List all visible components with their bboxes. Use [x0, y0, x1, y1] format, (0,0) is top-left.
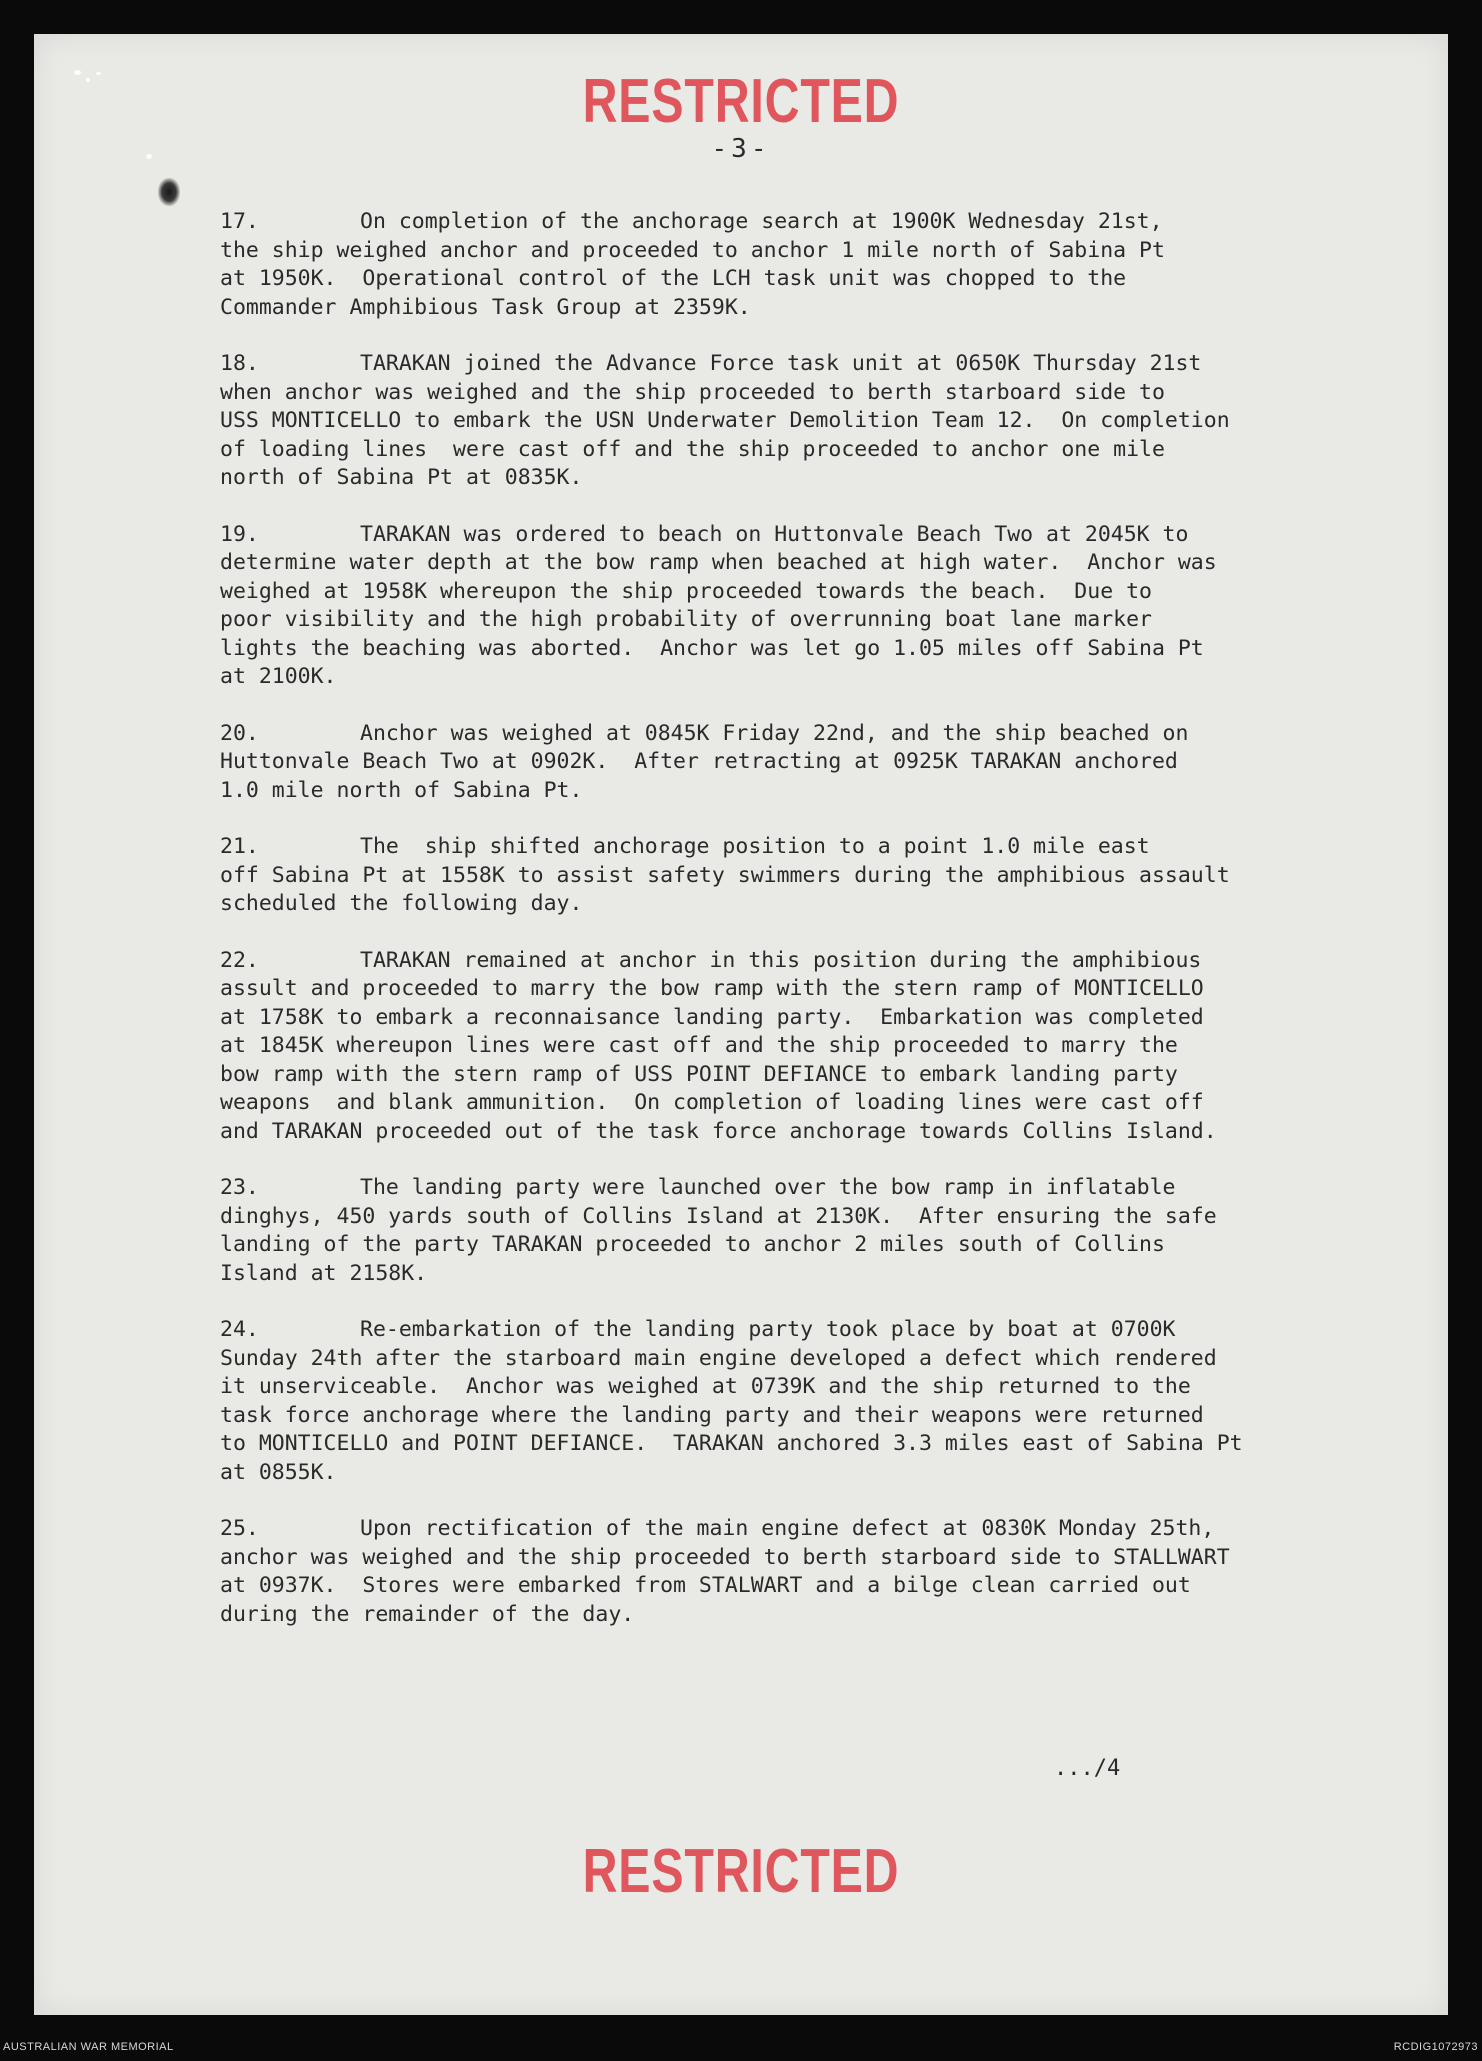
- paragraph-text: anchor was weighed and the ship proceeded to berth starboard side to STALLWART: [220, 1544, 1230, 1570]
- paragraph-line: [220, 1402, 1370, 1431]
- paragraph-text: Re-embarkation of the landing party took place by boat at 0700K: [360, 1317, 1176, 1342]
- paragraph-line: [220, 635, 1370, 664]
- paragraph-text: TARAKAN was ordered to beach on Huttonvale Beach Two at 2045K to: [360, 521, 1189, 547]
- paragraph-line: [220, 407, 1370, 436]
- paragraph-line: [220, 1260, 1370, 1289]
- paragraph-text: TARAKAN remained at anchor in this position during the amphibious: [360, 947, 1202, 973]
- paragraph-text: at 1950K. Operational control of the LCH task unit was chopped to the: [220, 266, 1127, 291]
- paragraph-line: [220, 1572, 1370, 1601]
- paper-speck: [74, 70, 81, 75]
- paragraph-text: it unserviceable. Anchor was weighed at 0739K and the ship returned to the: [220, 1374, 1191, 1399]
- paragraph-23: [220, 1174, 1370, 1288]
- paragraph-text: at 2100K.: [220, 664, 337, 689]
- restricted-stamp-bottom: RESTRICTED: [582, 1837, 900, 1906]
- paragraph-line: [220, 1459, 1370, 1488]
- footer-id: RCDIG1072973: [1393, 2041, 1478, 2053]
- paragraph-text: Island at 2158K.: [220, 1260, 428, 1286]
- paragraph-line: [220, 1032, 1370, 1061]
- paragraph-line: [220, 777, 1370, 806]
- paragraph-line: [220, 663, 1370, 692]
- paragraph-line: [220, 1373, 1370, 1402]
- paragraph-line: [220, 748, 1370, 777]
- paragraph-line: [220, 1316, 1370, 1345]
- paragraph-text: the ship weighed anchor and proceeded to anchor 1 mile north of Sabina Pt: [220, 237, 1165, 263]
- paragraph-line: [220, 1601, 1370, 1630]
- paragraph-line: [220, 1061, 1370, 1090]
- paragraph-text: at 1758K to embark a reconnaisance landing party. Embarkation was completed: [220, 1004, 1204, 1030]
- paragraph-text: Upon rectification of the main engine defect at 0830K Monday 25th,: [360, 1516, 1215, 1541]
- paper-speck: [96, 72, 101, 75]
- paragraph-line: [220, 521, 1370, 550]
- paragraph-line: [220, 350, 1370, 379]
- paragraph-text: of loading lines were cast off and the ship proceeded to anchor one mile: [220, 436, 1165, 462]
- paragraph-text: weapons and blank ammunition. On completion of loading lines were cast off: [220, 1090, 1204, 1115]
- document-page: [34, 34, 1448, 2015]
- paper-speck: [86, 78, 90, 82]
- paragraph-line: [220, 1345, 1370, 1374]
- paragraph-line: [220, 379, 1370, 408]
- paragraph-line: [220, 549, 1370, 578]
- paragraph-number: 23.: [220, 1175, 259, 1200]
- paragraph-text: Anchor was weighed at 0845K Friday 22nd, and the ship beached on: [360, 720, 1189, 746]
- paragraph-22: [220, 947, 1370, 1147]
- paragraph-text: landing of the party TARAKAN proceeded to anchor 2 miles south of Collins: [220, 1232, 1165, 1257]
- paragraph-text: dinghys, 450 yards south of Collins Island at 2130K. After ensuring the safe: [220, 1203, 1217, 1229]
- paragraph-text: 1.0 mile north of Sabina Pt.: [220, 777, 583, 803]
- paragraph-text: weighed at 1958K whereupon the ship proceeded towards the beach. Due to: [220, 578, 1152, 604]
- paragraph-number: 21.: [220, 834, 259, 859]
- paragraph-20: [220, 720, 1370, 806]
- paragraph-line: [220, 1203, 1370, 1232]
- paragraph-text: during the remainder of the day.: [220, 1601, 635, 1627]
- document-body: [220, 208, 1370, 1657]
- paragraph-25: [220, 1515, 1370, 1629]
- continuation-mark: .../4: [1054, 1756, 1121, 1781]
- paragraph-text: TARAKAN joined the Advance Force task unit at 0650K Thursday 21st: [360, 351, 1202, 376]
- paragraph-line: [220, 1118, 1370, 1147]
- paragraph-line: [220, 237, 1370, 266]
- paragraph-19: [220, 521, 1370, 692]
- paragraph-text: bow ramp with the stern ramp of USS POINT DEFIANCE to embark landing party: [220, 1061, 1178, 1087]
- punch-hole: [158, 178, 180, 206]
- paragraph-line: [220, 1174, 1370, 1203]
- paragraph-text: scheduled the following day.: [220, 891, 583, 916]
- paragraph-text: The landing party were launched over the bow ramp in inflatable: [360, 1175, 1176, 1200]
- paragraph-line: [220, 947, 1370, 976]
- restricted-stamp-top: RESTRICTED: [582, 67, 900, 136]
- paragraph-line: [220, 862, 1370, 891]
- paragraph-text: assult and proceeded to marry the bow ramp with the stern ramp of MONTICELLO: [220, 976, 1204, 1001]
- paragraph-18: [220, 350, 1370, 493]
- paragraph-text: Huttonvale Beach Two at 0902K. After retracting at 0925K TARAKAN anchored: [220, 749, 1178, 774]
- paragraph-line: [220, 1004, 1370, 1033]
- paragraph-text: task force anchorage where the landing party and their weapons were returned: [220, 1402, 1204, 1428]
- paragraph-text: and TARAKAN proceeded out of the task force anchorage towards Collins Island.: [220, 1118, 1217, 1144]
- paragraph-text: The ship shifted anchorage position to a point 1.0 mile east: [360, 834, 1150, 859]
- paragraph-number: 20.: [220, 720, 259, 746]
- paragraph-line: [220, 833, 1370, 862]
- paragraph-text: off Sabina Pt at 1558K to assist safety swimmers during the amphibious assault: [220, 862, 1230, 888]
- paragraph-21: [220, 833, 1370, 919]
- paragraph-number: 18.: [220, 351, 259, 376]
- paragraph-text: USS MONTICELLO to embark the USN Underwater Demolition Team 12. On completion: [220, 408, 1230, 433]
- paragraph-text: when anchor was weighed and the ship proceeded to berth starboard side to: [220, 379, 1165, 405]
- paragraph-number: 19.: [220, 521, 259, 547]
- paragraph-text: lights the beaching was aborted. Anchor was let go 1.05 miles off Sabina Pt: [220, 635, 1204, 661]
- paragraph-text: at 0855K.: [220, 1459, 337, 1485]
- paragraph-text: Sunday 24th after the starboard main engine developed a defect which rendered: [220, 1345, 1217, 1371]
- paragraph-line: [220, 436, 1370, 465]
- paragraph-line: [220, 265, 1370, 294]
- paragraph-24: [220, 1316, 1370, 1487]
- paragraph-text: at 1845K whereupon lines were cast off and the ship proceeded to marry the: [220, 1033, 1178, 1058]
- paragraph-line: [220, 208, 1370, 237]
- paragraph-text: determine water depth at the bow ramp when beached at high water. Anchor was: [220, 550, 1217, 575]
- paragraph-line: [220, 294, 1370, 323]
- paragraph-line: [220, 975, 1370, 1004]
- paragraph-line: [220, 890, 1370, 919]
- page-number: -3-: [711, 134, 771, 164]
- paragraph-text: On completion of the anchorage search at 1900K Wednesday 21st,: [360, 209, 1163, 234]
- paragraph-line: [220, 1231, 1370, 1260]
- paragraph-line: [220, 720, 1370, 749]
- footer-source: AUSTRALIAN WAR MEMORIAL: [3, 2041, 174, 2053]
- paragraph-number: 24.: [220, 1317, 259, 1342]
- paragraph-line: [220, 578, 1370, 607]
- paragraph-text: north of Sabina Pt at 0835K.: [220, 465, 583, 490]
- paragraph-text: to MONTICELLO and POINT DEFIANCE. TARAKAN anchored 3.3 miles east of Sabina Pt: [220, 1431, 1243, 1456]
- paragraph-text: poor visibility and the high probability of overrunning boat lane marker: [220, 607, 1152, 632]
- paragraph-17: [220, 208, 1370, 322]
- paragraph-line: [220, 464, 1370, 493]
- paragraph-line: [220, 1544, 1370, 1573]
- paragraph-line: [220, 1089, 1370, 1118]
- paragraph-text: Commander Amphibious Task Group at 2359K.: [220, 294, 751, 320]
- paragraph-number: 17.: [220, 209, 259, 234]
- paragraph-line: [220, 606, 1370, 635]
- paragraph-number: 22.: [220, 947, 259, 973]
- paragraph-line: [220, 1430, 1370, 1459]
- paragraph-number: 25.: [220, 1516, 259, 1541]
- paragraph-line: [220, 1515, 1370, 1544]
- paragraph-text: at 0937K. Stores were embarked from STALWART and a bilge clean carried out: [220, 1573, 1191, 1598]
